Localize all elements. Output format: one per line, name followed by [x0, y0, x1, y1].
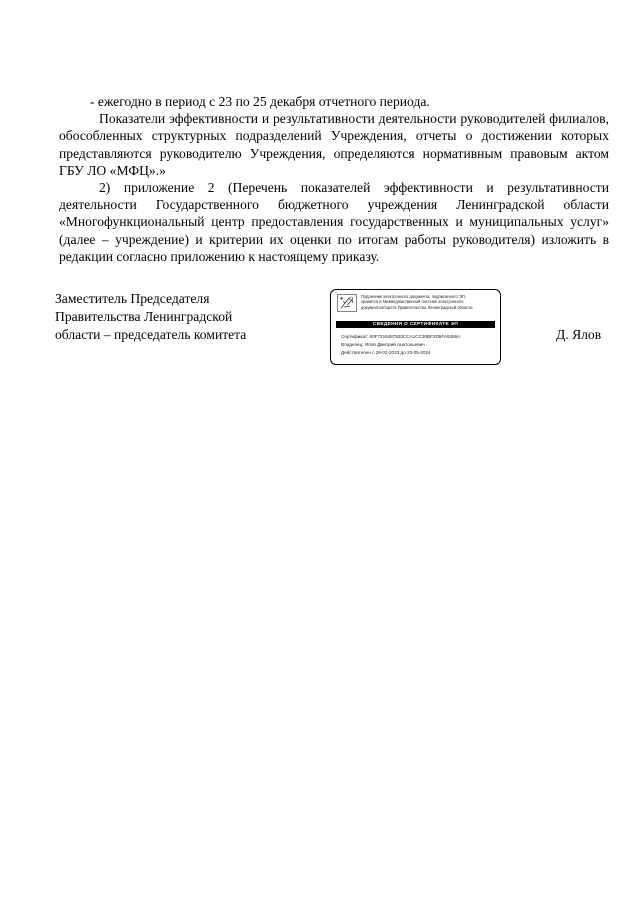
- paragraph-appendix-2: 2) приложение 2 (Перечень показателей эффективности и результативности деятельности Государственного бюджетного учреждения Ленинградской области «Многофункциональный центр предоставления государственных и муниципальных услуг» (далее – учреждение) и критерии их оценки по итогам работы руководителя) изложить в редакции согласно приложению к настоящему приказу.: [59, 180, 609, 264]
- stamp-header-line: документооборота Правительства Ленинградской области: [361, 304, 473, 310]
- signer-position-line: области – председатель комитета: [55, 327, 247, 342]
- certificate-owner: Владелец: Ялов Дмитрий Анатольевич: [341, 342, 425, 347]
- paragraph-performance-indicators: Показатели эффективности и результативности деятельности руководителей филиалов, обособленных структурных подразделений Учреждения, отчеты о достижении которых представляются руководителю Учреждения, определяются нормативным правовым актом ГБУ ЛО «МФЦ».»: [59, 111, 609, 178]
- certificate-validity: Действителен с 28-02-2023 до 23-05-2024: [341, 350, 431, 355]
- signer-name: Д. Ялов: [556, 327, 602, 342]
- document-body: [59, 93, 609, 265]
- list-item-annual-period: - ежегодно в период с 23 по 25 декабря отчетного периода.: [90, 94, 430, 109]
- electronic-signature-stamp: [330, 289, 501, 365]
- stamp-details: [341, 333, 499, 357]
- stamp-header-line: хранится в Межведомственной системе электронного: [361, 299, 464, 305]
- certificate-number: Сертификат: 00F7316487520CCA1CC30BF2D5FA5286A: [341, 334, 461, 339]
- signer-position-line: Заместитель Председателя: [55, 291, 210, 306]
- stamp-header: [361, 294, 499, 310]
- signer-position-line: Правительства Ленинградской: [55, 309, 233, 324]
- stamp-header-line: Подлинник электронного документа, подписанного ЭП,: [361, 294, 466, 299]
- coat-of-arms-icon: [337, 294, 357, 312]
- stamp-title-bar: СВЕДЕНИЯ О СЕРТИФИКАТЕ ЭП: [336, 321, 495, 328]
- signer-position: [55, 290, 295, 344]
